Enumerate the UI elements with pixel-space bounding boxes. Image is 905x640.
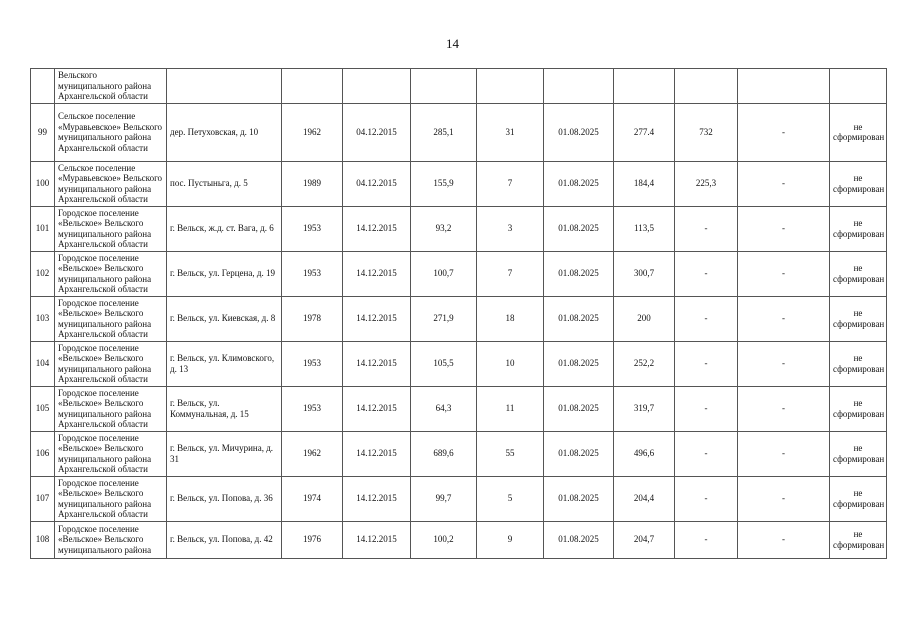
status-cell	[830, 69, 887, 104]
area-cell: 271,9	[411, 296, 477, 341]
table-row	[31, 296, 887, 341]
residents-cell: 5	[477, 476, 544, 521]
residents-cell: 11	[477, 386, 544, 431]
year-built-cell: 1953	[282, 206, 343, 251]
address-cell: пос. Пустыньга, д. 5	[167, 161, 282, 206]
value-4-cell: -	[738, 161, 830, 206]
municipality-cell: Вельского муниципального района Архангельской области	[55, 69, 167, 104]
status-cell: не сформирован	[830, 251, 887, 296]
municipality-cell: Сельское поселение «Муравьевское» Вельского муниципального района Архангельской области	[55, 161, 167, 206]
row-number: 103	[31, 296, 55, 341]
municipality-cell: Городское поселение «Вельское» Вельского муниципального района	[55, 521, 167, 558]
area-cell: 99,7	[411, 476, 477, 521]
status-cell: не сформирован	[830, 521, 887, 558]
area-cell: 689,6	[411, 431, 477, 476]
value-3-cell: -	[675, 296, 738, 341]
value-3-cell: 225,3	[675, 161, 738, 206]
residents-cell: 7	[477, 251, 544, 296]
residents-cell: 3	[477, 206, 544, 251]
address-cell: г. Вельск, ул. Попова, д. 36	[167, 476, 282, 521]
status-cell: не сформирован	[830, 386, 887, 431]
year-built-cell: 1976	[282, 521, 343, 558]
year-built-cell: 1962	[282, 103, 343, 161]
resettlement-date-cell: 01.08.2025	[544, 206, 614, 251]
recognition-date-cell: 14.12.2015	[343, 431, 411, 476]
value-4-cell: -	[738, 431, 830, 476]
value-3-cell: 732	[675, 103, 738, 161]
address-cell: г. Вельск, ул. Мичурина, д. 31	[167, 431, 282, 476]
housing-registry-table	[30, 68, 887, 559]
address-cell	[167, 69, 282, 104]
value-3-cell: -	[675, 206, 738, 251]
area-2-cell: 113,5	[614, 206, 675, 251]
status-cell: не сформирован	[830, 431, 887, 476]
value-3-cell: -	[675, 251, 738, 296]
area-2-cell: 184,4	[614, 161, 675, 206]
table-row	[31, 103, 887, 161]
address-cell: г. Вельск, ул. Коммунальная, д. 15	[167, 386, 282, 431]
value-3-cell	[675, 69, 738, 104]
municipality-cell: Городское поселение «Вельское» Вельского муниципального района Архангельской области	[55, 251, 167, 296]
value-3-cell: -	[675, 476, 738, 521]
value-4-cell: -	[738, 296, 830, 341]
municipality-cell: Городское поселение «Вельское» Вельского муниципального района Архангельской области	[55, 296, 167, 341]
value-4-cell: -	[738, 521, 830, 558]
value-4-cell: -	[738, 476, 830, 521]
recognition-date-cell: 14.12.2015	[343, 206, 411, 251]
area-2-cell: 496,6	[614, 431, 675, 476]
area-2-cell: 204,4	[614, 476, 675, 521]
resettlement-date-cell: 01.08.2025	[544, 431, 614, 476]
value-4-cell: -	[738, 206, 830, 251]
area-cell: 105,5	[411, 341, 477, 386]
resettlement-date-cell: 01.08.2025	[544, 521, 614, 558]
year-built-cell: 1953	[282, 251, 343, 296]
value-3-cell: -	[675, 341, 738, 386]
area-2-cell: 204,7	[614, 521, 675, 558]
area-cell: 100,2	[411, 521, 477, 558]
row-number: 100	[31, 161, 55, 206]
year-built-cell: 1989	[282, 161, 343, 206]
municipality-cell: Городское поселение «Вельское» Вельского муниципального района Архангельской области	[55, 341, 167, 386]
resettlement-date-cell: 01.08.2025	[544, 386, 614, 431]
area-2-cell: 277.4	[614, 103, 675, 161]
area-cell	[411, 69, 477, 104]
value-4-cell: -	[738, 103, 830, 161]
municipality-cell: Городское поселение «Вельское» Вельского муниципального района Архангельской области	[55, 206, 167, 251]
recognition-date-cell: 04.12.2015	[343, 103, 411, 161]
year-built-cell	[282, 69, 343, 104]
status-cell: не сформирован	[830, 103, 887, 161]
value-4-cell: -	[738, 341, 830, 386]
recognition-date-cell: 14.12.2015	[343, 476, 411, 521]
row-number: 107	[31, 476, 55, 521]
area-2-cell: 319,7	[614, 386, 675, 431]
recognition-date-cell: 14.12.2015	[343, 251, 411, 296]
resettlement-date-cell: 01.08.2025	[544, 161, 614, 206]
area-cell: 100,7	[411, 251, 477, 296]
status-cell: не сформирован	[830, 161, 887, 206]
area-cell: 285,1	[411, 103, 477, 161]
table-row	[31, 386, 887, 431]
year-built-cell: 1974	[282, 476, 343, 521]
row-number: 106	[31, 431, 55, 476]
municipality-cell: Городское поселение «Вельское» Вельского муниципального района Архангельской области	[55, 386, 167, 431]
table-row	[31, 161, 887, 206]
status-cell: не сформирован	[830, 341, 887, 386]
value-3-cell: -	[675, 386, 738, 431]
table-row	[31, 251, 887, 296]
row-number	[31, 69, 55, 104]
year-built-cell: 1978	[282, 296, 343, 341]
municipality-cell: Городское поселение «Вельское» Вельского муниципального района Архангельской области	[55, 476, 167, 521]
area-cell: 93,2	[411, 206, 477, 251]
year-built-cell: 1953	[282, 386, 343, 431]
value-3-cell: -	[675, 521, 738, 558]
address-cell: г. Вельск, ул. Попова, д. 42	[167, 521, 282, 558]
recognition-date-cell	[343, 69, 411, 104]
recognition-date-cell: 14.12.2015	[343, 296, 411, 341]
address-cell: г. Вельск, ул. Климовского, д. 13	[167, 341, 282, 386]
residents-cell: 7	[477, 161, 544, 206]
value-4-cell: -	[738, 386, 830, 431]
address-cell: г. Вельск, ул. Киевская, д. 8	[167, 296, 282, 341]
year-built-cell: 1953	[282, 341, 343, 386]
area-2-cell: 252,2	[614, 341, 675, 386]
residents-cell: 31	[477, 103, 544, 161]
resettlement-date-cell: 01.08.2025	[544, 103, 614, 161]
status-cell: не сформирован	[830, 206, 887, 251]
municipality-cell: Городское поселение «Вельское» Вельского муниципального района Архангельской области	[55, 431, 167, 476]
recognition-date-cell: 04.12.2015	[343, 161, 411, 206]
resettlement-date-cell: 01.08.2025	[544, 296, 614, 341]
recognition-date-cell: 14.12.2015	[343, 341, 411, 386]
municipality-cell: Сельское поселение «Муравьевское» Вельского муниципального района Архангельской области	[55, 103, 167, 161]
residents-cell: 10	[477, 341, 544, 386]
address-cell: г. Вельск, ул. Герцена, д. 19	[167, 251, 282, 296]
status-cell: не сформирован	[830, 476, 887, 521]
address-cell: г. Вельск, ж.д. ст. Вага, д. 6	[167, 206, 282, 251]
year-built-cell: 1962	[282, 431, 343, 476]
resettlement-date-cell: 01.08.2025	[544, 251, 614, 296]
resettlement-date-cell: 01.08.2025	[544, 476, 614, 521]
table-row	[31, 521, 887, 558]
row-number: 102	[31, 251, 55, 296]
table-body	[31, 69, 887, 559]
row-number: 99	[31, 103, 55, 161]
table-row	[31, 69, 887, 104]
area-2-cell: 200	[614, 296, 675, 341]
address-cell: дер. Петуховская, д. 10	[167, 103, 282, 161]
resettlement-date-cell	[544, 69, 614, 104]
table-row	[31, 476, 887, 521]
value-3-cell: -	[675, 431, 738, 476]
area-2-cell	[614, 69, 675, 104]
residents-cell: 9	[477, 521, 544, 558]
status-cell: не сформирован	[830, 296, 887, 341]
table-row	[31, 341, 887, 386]
area-cell: 64,3	[411, 386, 477, 431]
row-number: 105	[31, 386, 55, 431]
resettlement-date-cell: 01.08.2025	[544, 341, 614, 386]
value-4-cell: -	[738, 251, 830, 296]
row-number: 108	[31, 521, 55, 558]
page-number: 14	[446, 36, 459, 51]
recognition-date-cell: 14.12.2015	[343, 386, 411, 431]
row-number: 101	[31, 206, 55, 251]
table-row	[31, 431, 887, 476]
residents-cell: 55	[477, 431, 544, 476]
value-4-cell	[738, 69, 830, 104]
table-row	[31, 206, 887, 251]
area-cell: 155,9	[411, 161, 477, 206]
recognition-date-cell: 14.12.2015	[343, 521, 411, 558]
row-number: 104	[31, 341, 55, 386]
area-2-cell: 300,7	[614, 251, 675, 296]
residents-cell	[477, 69, 544, 104]
residents-cell: 18	[477, 296, 544, 341]
